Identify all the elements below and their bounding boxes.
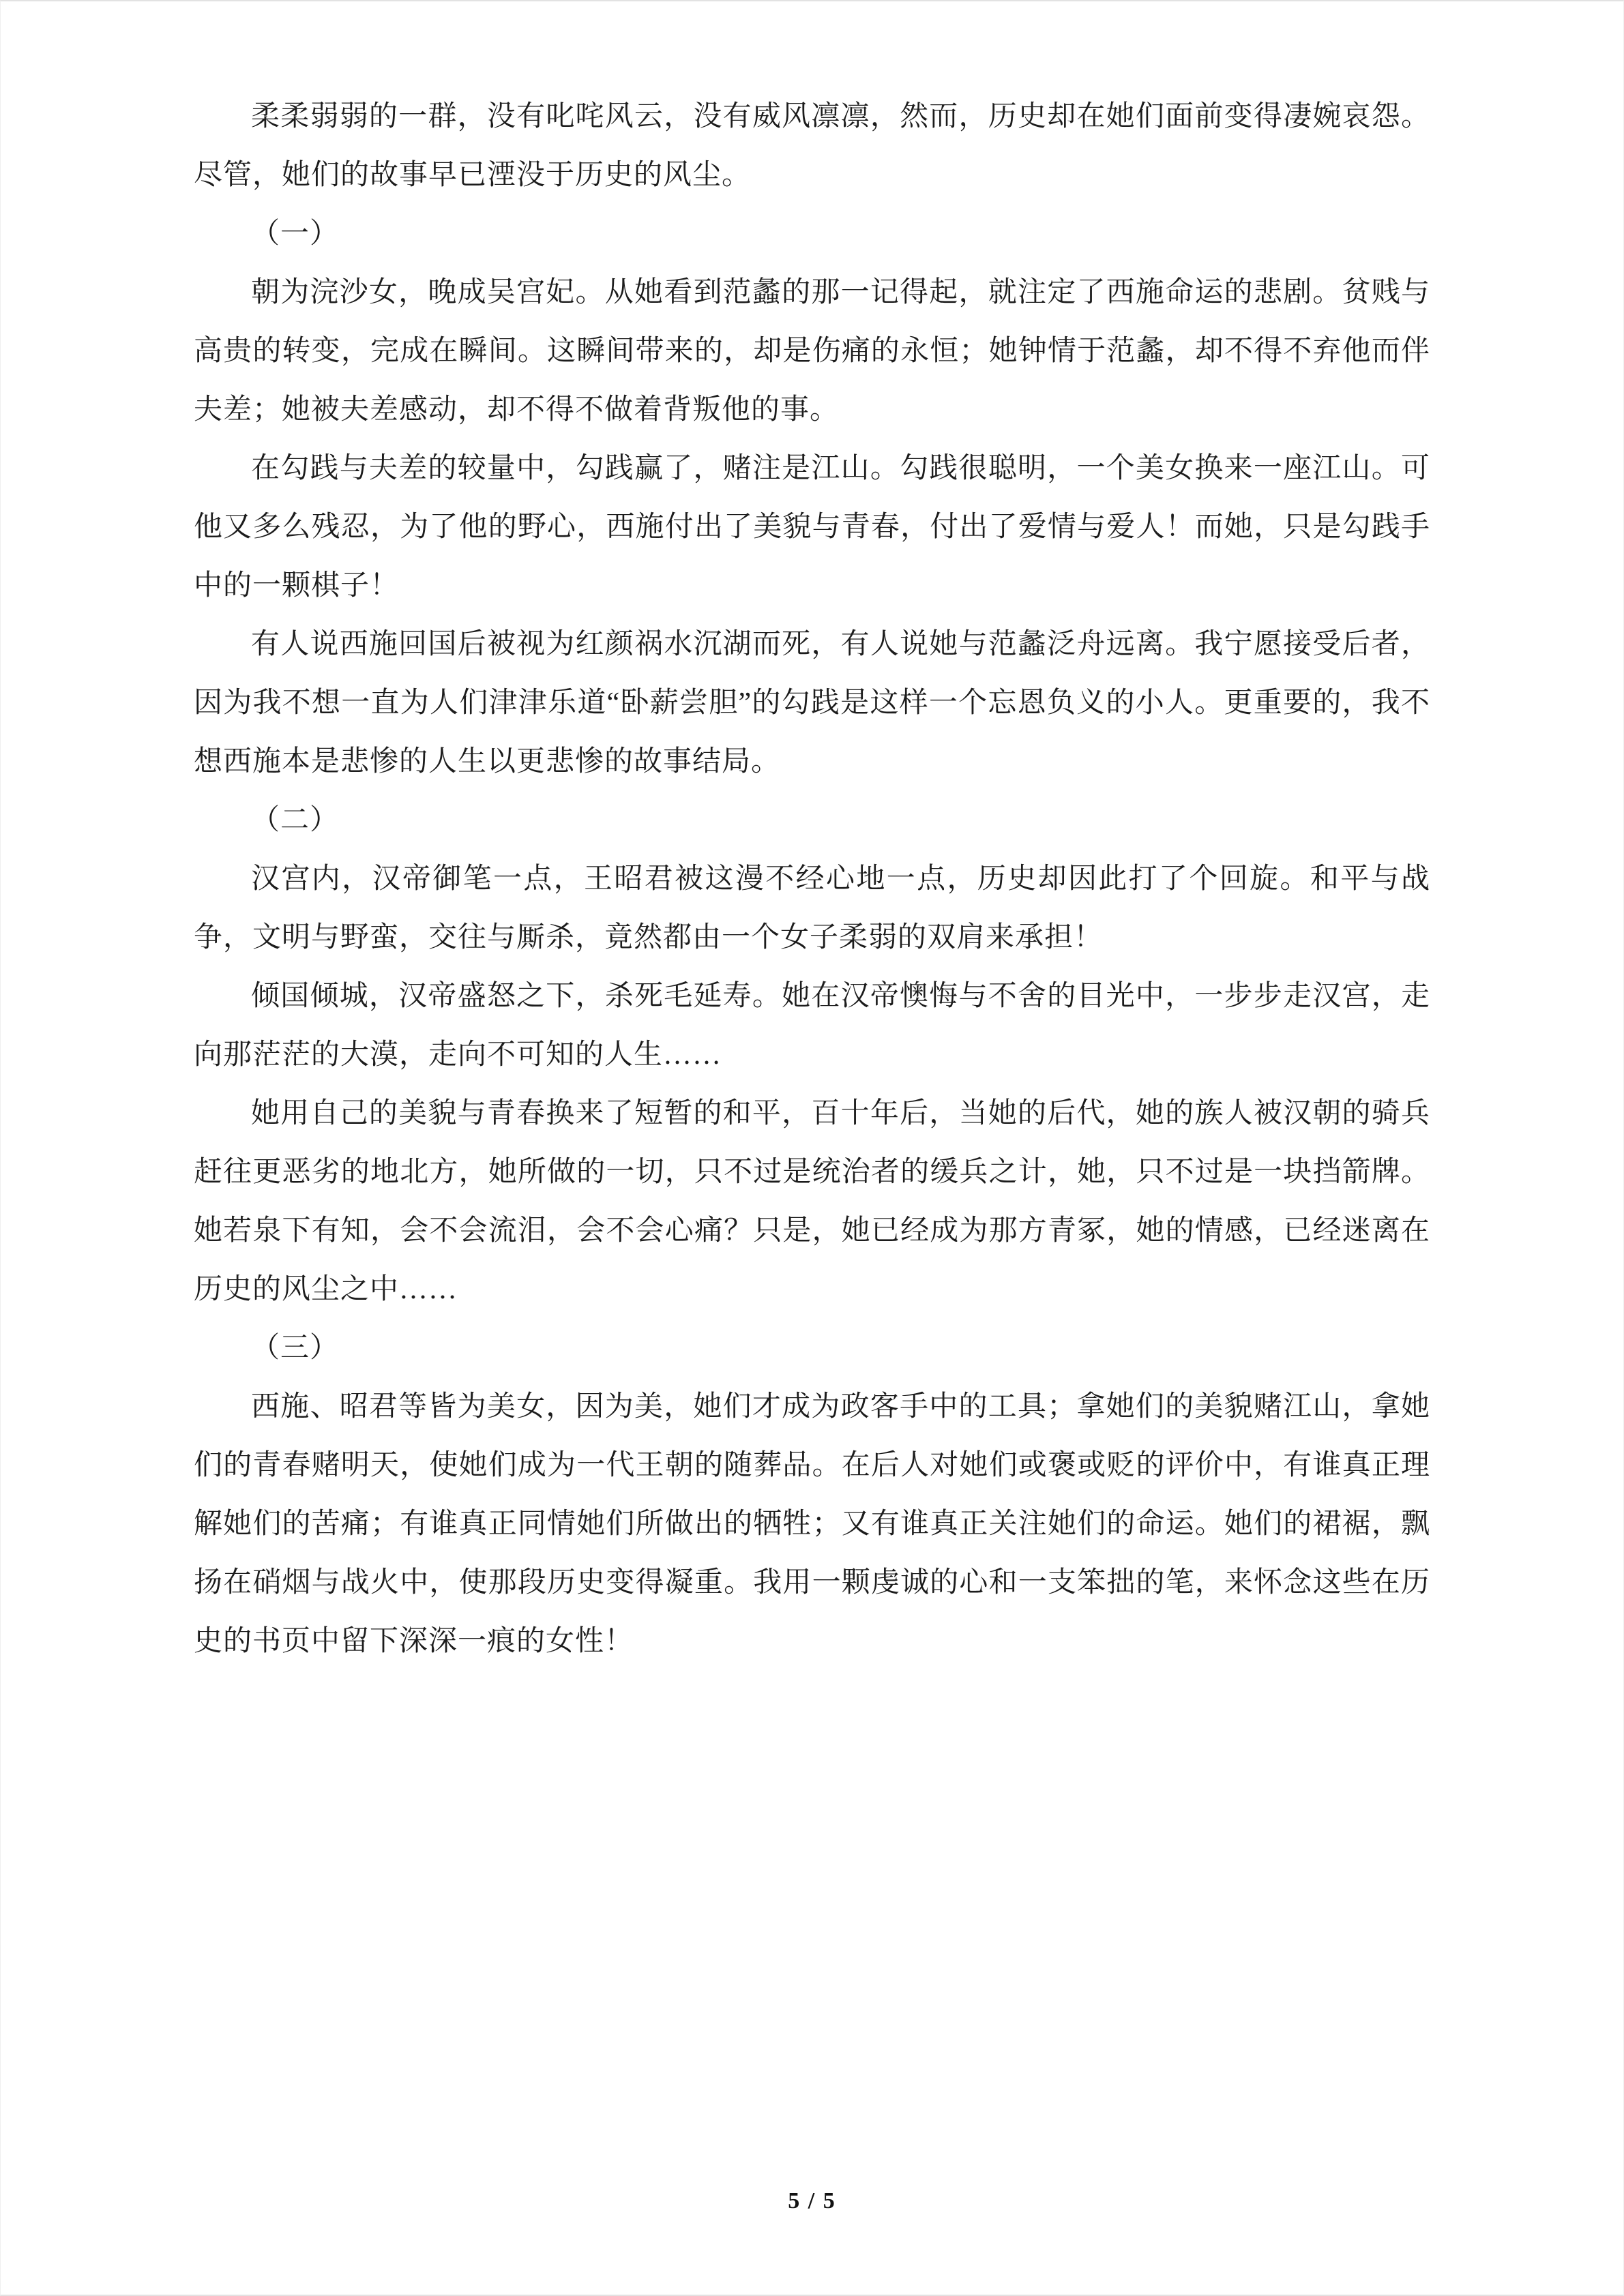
section-heading: （三） bbox=[251, 1332, 340, 1364]
paragraph: 朝为浣沙女，晚成吴宫妃。从她看到范蠡的那一记得起，就注定了西施命运的悲剧。贫贱与高贵的转变，完成在瞬间。这瞬间带来的，却是伤痛的永恒；她钟情于范蠡，却不得不弃他而伴夫差；她被夫差感动，却不得不做着背叛他的事。 bbox=[194, 277, 1430, 426]
paragraph: 她用自己的美貌与青春换来了短暂的和平，百十年后，当她的后代，她的族人被汉朝的骑兵赶往更恶劣的地北方，她所做的一切，只不过是统治者的缓兵之计，她，只不过是一块挡箭牌。她若泉下有知，会不会流泪，会不会心痛？只是，她已经成为那方青冢，她的情感，已经迷离在历史的风尘之中…… bbox=[194, 1098, 1430, 1305]
page-number: 5 / 5 bbox=[788, 2188, 836, 2213]
paragraph: 西施、昭君等皆为美女，因为美，她们才成为政客手中的工具；拿她们的美貌赌江山，拿她们的青春赌明天，使她们成为一代王朝的随葬品。在后人对她们或褒或贬的评价中，有谁真正理解她们的苦痛；有谁真正同情她们所做出的牺牲；又有谁真正关注她们的命运。她们的裙裾，飘扬在硝烟与战火中，使那段历史变得凝重。我用一颗虔诚的心和一支笨拙的笔，来怀念这些在历史的书页中留下深深一痕的女性！ bbox=[194, 1391, 1430, 1657]
section-heading: （一） bbox=[251, 218, 340, 250]
paragraph: 有人说西施回国后被视为红颜祸水沉湖而死，有人说她与范蠡泛舟远离。我宁愿接受后者，因为我不想一直为人们津津乐道“卧薪尝胆”的勾践是这样一个忘恩负义的小人。更重要的，我不想西施本是悲惨的人生以更悲惨的故事结局。 bbox=[194, 629, 1430, 777]
paragraph: 汉宫内，汉帝御笔一点，王昭君被这漫不经心地一点，历史却因此打了个回旋。和平与战争，文明与野蛮，交往与厮杀，竟然都由一个女子柔弱的双肩来承担！ bbox=[194, 863, 1430, 953]
paragraph: 在勾践与夫差的较量中，勾践赢了，赌注是江山。勾践很聪明，一个美女换来一座江山。可他又多么残忍，为了他的野心，西施付出了美貌与青春，付出了爱情与爱人！而她，只是勾践手中的一颗棋子！ bbox=[194, 453, 1430, 601]
paragraph: 倾国倾城，汉帝盛怒之下，杀死毛延寿。她在汉帝懊悔与不舍的目光中，一步步走汉宫，走向那茫茫的大漠，走向不可知的人生…… bbox=[194, 981, 1430, 1071]
section-heading: （二） bbox=[251, 805, 340, 836]
document-body bbox=[194, 87, 1430, 1671]
paragraph: 柔柔弱弱的一群，没有叱咤风云，没有威风凛凛，然而，历史却在她们面前变得凄婉哀怨。尽管，她们的故事早已湮没于历史的风尘。 bbox=[194, 101, 1430, 191]
